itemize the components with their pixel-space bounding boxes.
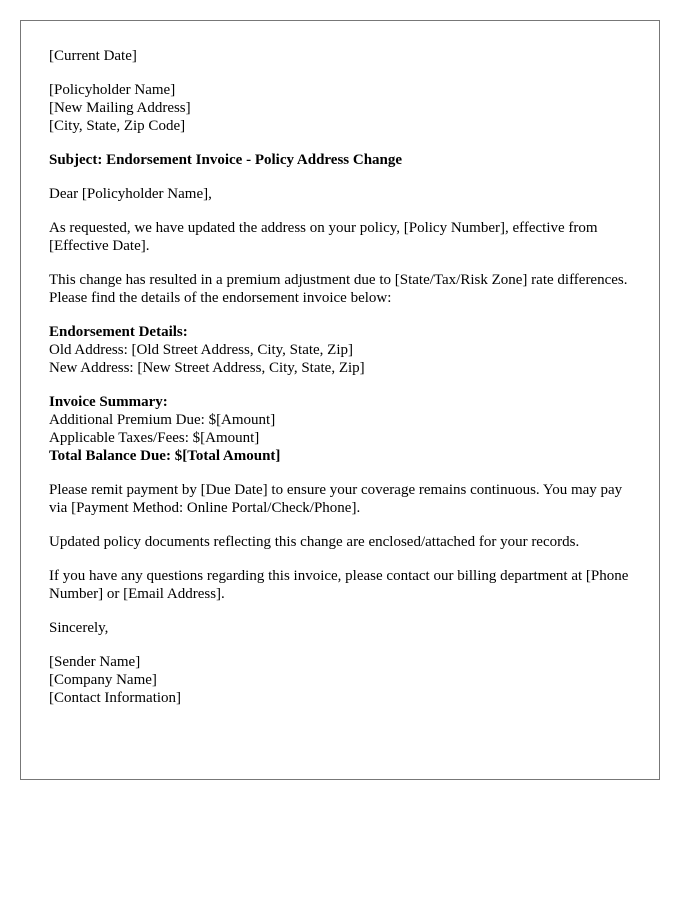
- sender-block: [49, 653, 631, 707]
- paragraph-payment-instructions: Please remit payment by [Due Date] to ensure your coverage remains continuous. You may pay via [Payment Method: Online Portal/Check/Phone].: [49, 482, 623, 516]
- additional-premium-line: Additional Premium Due: $[Amount]: [49, 412, 276, 428]
- sender-company: [Company Name]: [49, 672, 157, 688]
- old-address-line: Old Address: [Old Street Address, City, State, Zip]: [49, 342, 353, 358]
- recipient-city-state-zip: [City, State, Zip Code]: [49, 118, 186, 134]
- closing: Sincerely,: [49, 620, 109, 636]
- taxes-fees-line: Applicable Taxes/Fees: $[Amount]: [49, 430, 260, 446]
- date-line: [Current Date]: [49, 48, 137, 64]
- endorsement-heading: Endorsement Details:: [49, 324, 188, 340]
- recipient-block: [49, 81, 631, 135]
- invoice-heading: Invoice Summary:: [49, 394, 168, 410]
- paragraph-address-update: As requested, we have updated the address on your policy, [Policy Number], effective from [Effective Date].: [49, 220, 598, 254]
- endorsement-details-block: [49, 323, 631, 377]
- salutation: Dear [Policyholder Name],: [49, 186, 212, 202]
- total-balance-line: Total Balance Due: $[Total Amount]: [49, 448, 281, 464]
- letter-document: [20, 20, 660, 780]
- recipient-address: [New Mailing Address]: [49, 100, 191, 116]
- sender-contact: [Contact Information]: [49, 690, 182, 706]
- new-address-line: New Address: [New Street Address, City, State, Zip]: [49, 360, 365, 376]
- paragraph-premium-adjustment: This change has resulted in a premium adjustment due to [State/Tax/Risk Zone] rate differences. Please find the details of the endorsement invoice below:: [49, 272, 628, 306]
- sender-name: [Sender Name]: [49, 654, 141, 670]
- paragraph-documents-enclosed: Updated policy documents reflecting this change are enclosed/attached for your records.: [49, 534, 580, 550]
- recipient-name: [Policyholder Name]: [49, 82, 176, 98]
- paragraph-contact-billing: If you have any questions regarding this invoice, please contact our billing department at [Phone Number] or [Email Address].: [49, 568, 629, 602]
- invoice-summary-block: [49, 393, 631, 465]
- subject-line: Subject: Endorsement Invoice - Policy Address Change: [49, 152, 403, 168]
